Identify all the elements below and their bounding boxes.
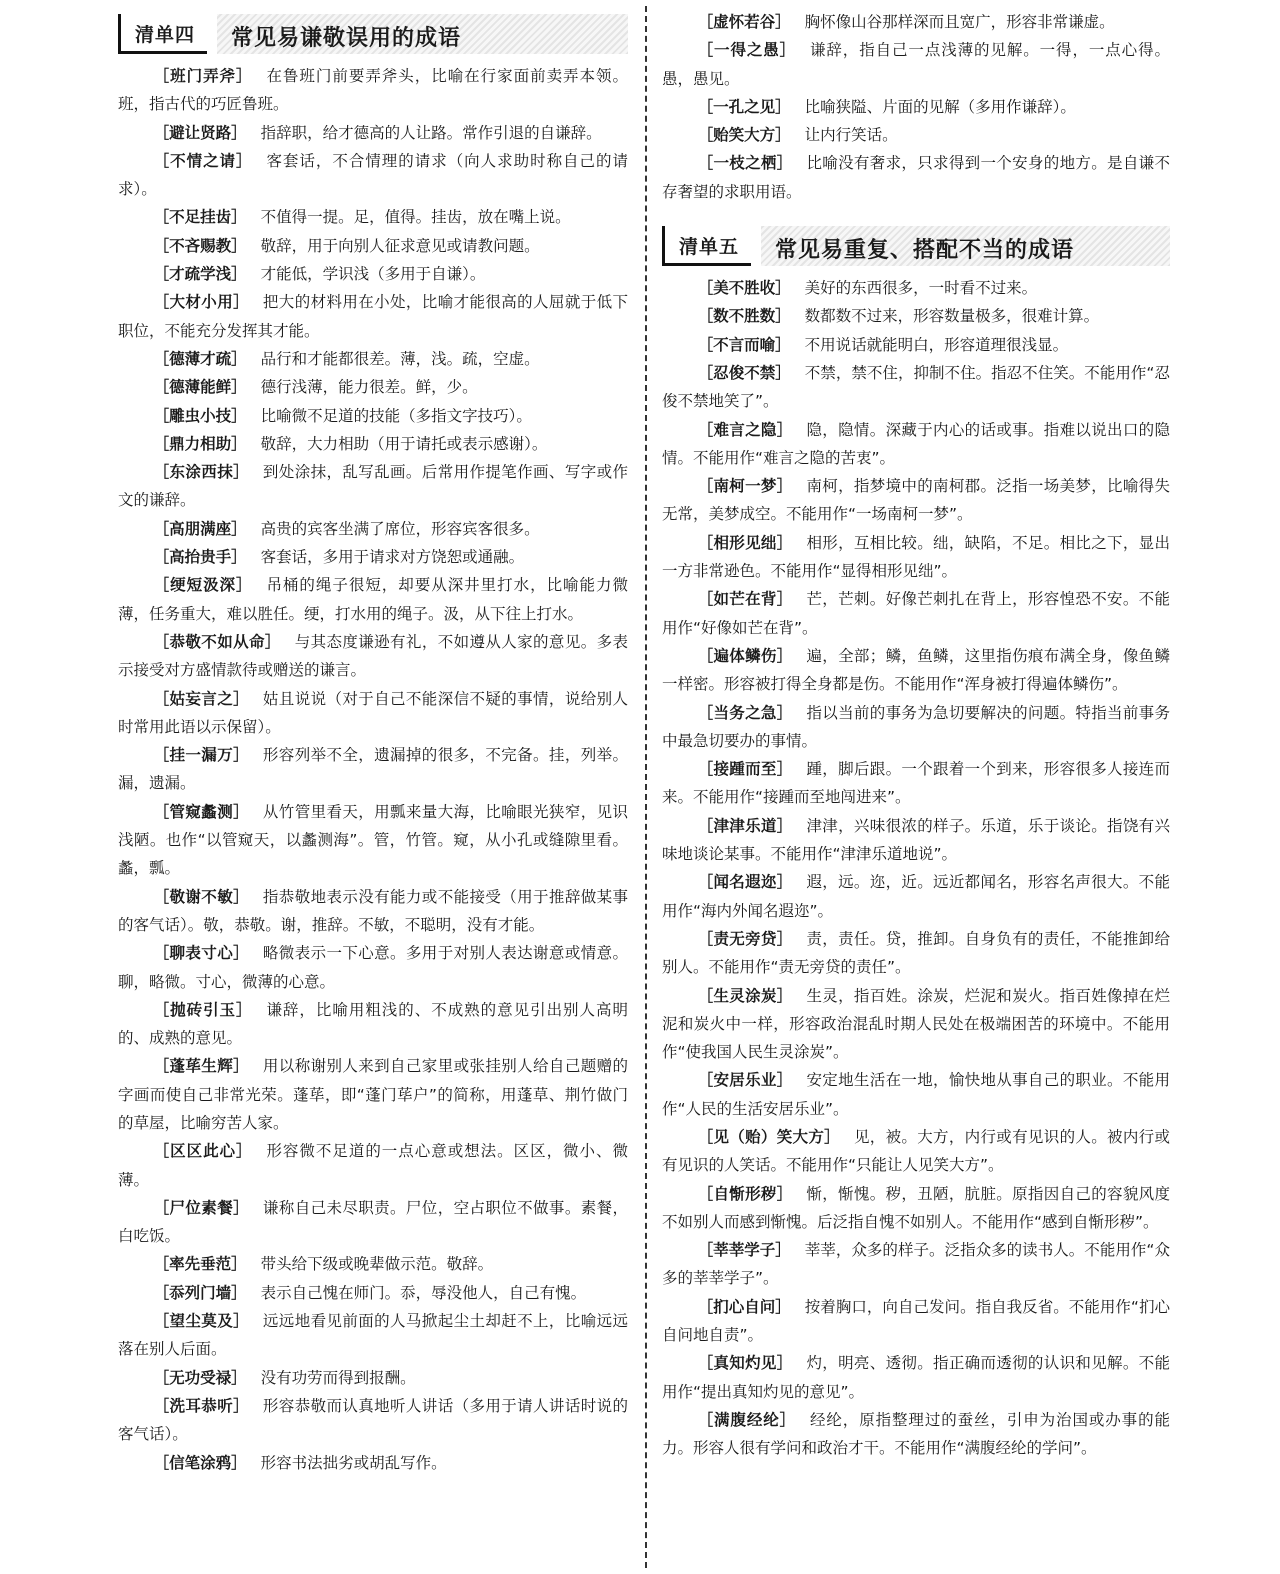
- idiom-definition: 形容书法拙劣或胡乱写作。: [260, 1453, 447, 1472]
- idiom-term: ［自惭形秽］: [697, 1184, 793, 1203]
- idiom-term: ［东涂西抹］: [153, 463, 249, 482]
- idiom-entry: [662, 529, 1170, 586]
- section5-header: [662, 226, 1170, 266]
- idiom-term: ［忍俊不禁］: [697, 363, 791, 382]
- idiom-entry: [118, 430, 628, 458]
- idiom-term: ［德薄能鲜］: [153, 378, 247, 397]
- idiom-definition: 灼，明亮、透彻。指正确而透彻的认识和见解。不能用作“提出真知灼见的意见”。: [662, 1354, 1170, 1401]
- idiom-definition: 隐，隐情。深藏于内心的话或事。指难以说出口的隐情。不能用作“难言之隐的苦衷”。: [662, 420, 1170, 467]
- idiom-term: ［虚怀若谷］: [697, 13, 791, 31]
- idiom-entry: [662, 472, 1170, 529]
- idiom-definition: 芒，芒刺。好像芒刺扎在背上，形容惶恐不安。不能用作“好像如芒在背”。: [662, 590, 1170, 637]
- idiom-definition: 高贵的宾客坐满了席位，形容宾客很多。: [260, 519, 540, 538]
- idiom-definition: 按着胸口，向自己发问。指自我反省。不能用作“扪心自问地自责”。: [662, 1297, 1170, 1345]
- idiom-entry: [118, 571, 628, 628]
- idiom-entry: [118, 628, 628, 685]
- idiom-term: ［蓬荜生辉］: [153, 1057, 249, 1076]
- idiom-definition: 形容列举不全，遗漏掉的很多，不完备。挂，列举。漏，遗漏。: [118, 746, 628, 793]
- idiom-term: ［姑妄言之］: [153, 689, 249, 708]
- idiom-term: ［安居乐业］: [697, 1071, 793, 1090]
- idiom-entry: [118, 402, 628, 430]
- idiom-entry: [662, 93, 1170, 121]
- idiom-entry: [662, 416, 1170, 473]
- idiom-entry: [118, 1449, 628, 1477]
- idiom-term: ［见（贻）笑大方］: [697, 1127, 840, 1146]
- section4-list: [118, 62, 628, 1477]
- idiom-entry: [118, 119, 628, 147]
- idiom-definition: 让内行笑话。: [804, 126, 898, 145]
- idiom-definition: 不用说话就能明白，形容道理很浅显。: [804, 335, 1069, 354]
- idiom-entry: [662, 868, 1170, 925]
- idiom-definition: 才能低，学识浅（多用于自谦）。: [260, 265, 486, 284]
- idiom-entry: [118, 147, 628, 204]
- idiom-definition: 与其态度谦逊有礼，不如遵从人家的意见。多表示接受对方盛情款待或赠送的谦言。: [118, 632, 628, 680]
- idiom-definition: 客套话，多用于请求对方饶恕或通融。: [260, 548, 525, 567]
- idiom-term: ［无功受禄］: [153, 1368, 247, 1387]
- idiom-definition: 指辞职，给才德高的人让路。常作引退的自谦辞。: [260, 123, 602, 142]
- idiom-entry: [662, 274, 1170, 302]
- idiom-term: ［管窥蠡测］: [153, 802, 249, 821]
- idiom-entry: [662, 925, 1170, 982]
- idiom-definition: 远远地看见前面的人马掀起尘土却赶不上，比喻远远落在别人后面。: [118, 1312, 628, 1359]
- idiom-definition: 胸怀像山谷那样深而且宽广，形容非常谦虚。: [804, 13, 1115, 31]
- idiom-term: ［一得之愚］: [697, 41, 797, 60]
- idiom-entry: [662, 812, 1170, 869]
- idiom-definition: 遍，全部；鳞，鱼鳞，这里指伤痕布满全身，像鱼鳞一样密。形容被打得全身都是伤。不能用作“浑身被打得遍体鳞伤”。: [662, 646, 1170, 694]
- idiom-term: ［不吝赐教］: [153, 236, 247, 255]
- idiom-definition: 表示自己愧在师门。忝，辱没他人，自己有愧。: [260, 1283, 587, 1302]
- idiom-term: ［雕虫小技］: [153, 406, 247, 425]
- section5-title: 常见易重复、搭配不当的成语: [761, 226, 1170, 266]
- idiom-term: ［班门弄斧］: [153, 67, 253, 85]
- idiom-entry: [662, 1180, 1170, 1237]
- idiom-term: ［才疏学浅］: [153, 265, 247, 284]
- idiom-entry: [118, 288, 628, 345]
- idiom-definition: 形容恭敬而认真地听人讲话（多用于请人讲话时说的客气话）。: [118, 1396, 628, 1444]
- idiom-term: ［绠短汲深］: [153, 576, 253, 595]
- idiom-term: ［率先垂范］: [153, 1255, 247, 1274]
- idiom-definition: 莘莘，众多的样子。泛指众多的读书人。不能用作“众多的莘莘学子”。: [662, 1241, 1170, 1288]
- right-column: [662, 8, 1170, 1463]
- idiom-entry: [662, 302, 1170, 330]
- idiom-term: ［责无旁贷］: [697, 929, 793, 948]
- idiom-definition: 从竹管里看天，用瓢来量大海，比喻眼光狭窄，见识浅陋。也作“以管窥天，以蠡测海”。管，竹管。窥，从小孔或缝隙里看。蠡，瓢。: [118, 802, 628, 878]
- idiom-term: ［难言之隐］: [697, 420, 793, 439]
- idiom-definition: 惭，惭愧。秽，丑陋，肮脏。原指因自己的容貌风度不如别人而感到惭愧。后泛指自愧不如别人。不能用作“感到自惭形秽”。: [662, 1184, 1170, 1231]
- idiom-definition: 美好的东西很多，一时看不过来。: [804, 279, 1038, 298]
- idiom-term: ［津津乐道］: [697, 816, 793, 835]
- idiom-entry: [662, 642, 1170, 699]
- idiom-entry: [662, 121, 1170, 149]
- idiom-entry: [118, 543, 628, 571]
- idiom-term: ［望尘莫及］: [153, 1312, 249, 1331]
- idiom-term: ［不足挂齿］: [153, 208, 247, 227]
- idiom-definition: 带头给下级或晚辈做示范。敬辞。: [260, 1255, 494, 1274]
- idiom-entry: [118, 1364, 628, 1392]
- idiom-definition: 在鲁班门前要弄斧头，比喻在行家面前卖弄本领。班，指古代的巧匠鲁班。: [118, 67, 628, 114]
- idiom-entry: [118, 62, 628, 119]
- idiom-term: ［聊表寸心］: [153, 944, 249, 963]
- idiom-definition: 不值得一提。足，值得。挂齿，放在嘴上说。: [260, 208, 571, 227]
- idiom-definition: 略微表示一下心意。多用于对别人表达谢意或情意。聊，略微。寸心，微薄的心意。: [118, 944, 628, 991]
- idiom-entry: [662, 36, 1170, 93]
- idiom-entry: [118, 1307, 628, 1364]
- idiom-entry: [662, 1123, 1170, 1180]
- idiom-definition: 谦辞，指自己一点浅薄的见解。一得，一点心得。愚，愚见。: [662, 41, 1170, 88]
- idiom-entry: [118, 883, 628, 940]
- idiom-definition: 数都数不过来，形容数量极多，很难计算。: [804, 307, 1100, 326]
- idiom-definition: 敬辞，大力相助（用于请托或表示感谢）。: [260, 434, 548, 453]
- idiom-definition: 品行和才能都很差。薄，浅。疏，空虚。: [260, 349, 540, 368]
- idiom-term: ［敬谢不敏］: [153, 887, 249, 906]
- idiom-entry: [662, 1066, 1170, 1123]
- idiom-term: ［尸位素餐］: [153, 1198, 249, 1217]
- idiom-term: ［美不胜收］: [697, 279, 791, 298]
- idiom-term: ［鼎力相助］: [153, 434, 247, 453]
- idiom-term: ［生灵涂炭］: [697, 986, 793, 1005]
- idiom-definition: 客套话，不合情理的请求（向人求助时称自己的请求）。: [118, 151, 628, 199]
- idiom-term: ［不情之请］: [153, 151, 253, 170]
- idiom-entry: [662, 699, 1170, 756]
- idiom-term: ［如芒在背］: [697, 590, 793, 609]
- section4-list-continued: [662, 8, 1170, 206]
- idiom-definition: 敬辞，用于向别人征求意见或请教问题。: [260, 236, 540, 255]
- idiom-term: ［闻名遐迩］: [697, 873, 793, 892]
- idiom-definition: 德行浅薄，能力很差。鲜，少。: [260, 378, 478, 397]
- idiom-entry: [118, 1392, 628, 1449]
- idiom-term: ［真知灼见］: [697, 1354, 793, 1373]
- section4-header: [118, 14, 628, 54]
- idiom-entry: [662, 755, 1170, 812]
- idiom-entry: [118, 203, 628, 231]
- idiom-entry: [662, 8, 1170, 36]
- idiom-term: ［南柯一梦］: [697, 477, 793, 496]
- idiom-term: ［大材小用］: [153, 293, 249, 312]
- idiom-definition: 安定地生活在一地，愉快地从事自己的职业。不能用作“人民的生活安居乐业”。: [662, 1071, 1170, 1118]
- idiom-term: ［避让贤路］: [153, 123, 247, 142]
- idiom-definition: 生灵，指百姓。涂炭，烂泥和炭火。指百姓像掉在烂泥和炭火中一样，形容政治混乱时期人民处在极端困苦的环境中。不能用作“使我国人民生灵涂炭”。: [662, 986, 1170, 1062]
- idiom-term: ［当务之急］: [697, 703, 793, 722]
- idiom-term: ［恭敬不如从命］: [153, 632, 281, 651]
- idiom-entry: [118, 515, 628, 543]
- idiom-term: ［高抬贵手］: [153, 548, 247, 567]
- idiom-term: ［数不胜数］: [697, 307, 791, 326]
- idiom-definition: 指恭敬地表示没有能力或不能接受（用于推辞做某事的客气话）。敬，恭敬。谢，推辞。不敏，不聪明，没有才能。: [118, 887, 628, 934]
- idiom-definition: 谦称自己未尽职责。尸位，空占职位不做事。素餐，白吃饭。: [118, 1198, 628, 1246]
- column-divider: [645, 6, 647, 1568]
- idiom-term: ［莘莘学子］: [697, 1241, 791, 1260]
- idiom-entry: [118, 1194, 628, 1251]
- idiom-entry: [662, 1349, 1170, 1406]
- idiom-definition: 南柯，指梦境中的南柯郡。泛指一场美梦，比喻得失无常，美梦成空。不能用作“一场南柯一梦”。: [662, 477, 1170, 524]
- idiom-entry: [662, 331, 1170, 359]
- idiom-definition: 比喻狭隘、片面的见解（多用作谦辞）。: [804, 97, 1076, 116]
- idiom-entry: [118, 458, 628, 515]
- idiom-entry: [662, 149, 1170, 206]
- idiom-term: ［贻笑大方］: [697, 126, 791, 145]
- idiom-definition: 到处涂抹，乱写乱画。后常用作提笔作画、写字或作文的谦辞。: [118, 463, 628, 510]
- idiom-entry: [662, 1293, 1170, 1350]
- idiom-definition: 把大的材料用在小处，比喻才能很高的人屈就于低下职位，不能充分发挥其才能。: [118, 293, 628, 340]
- idiom-definition: 用以称谢别人来到自己家里或张挂别人给自己题赠的字画而使自己非常光荣。蓬荜，即“蓬门荜户”的简称，用蓬草、荆竹做门的草屋，比喻穷苦人家。: [118, 1057, 628, 1132]
- idiom-definition: 津津，兴味很浓的样子。乐道，乐于谈论。指饶有兴味地谈论某事。不能用作“津津乐道地说”。: [662, 816, 1170, 864]
- idiom-term: ［相形见绌］: [697, 533, 793, 552]
- idiom-term: ［一枝之栖］: [697, 154, 793, 173]
- idiom-definition: 相形，互相比较。绌，缺陷，不足。相比之下，显出一方非常逊色。不能用作“显得相形见绌”。: [662, 533, 1170, 581]
- idiom-term: ［一孔之见］: [697, 97, 791, 116]
- idiom-entry: [118, 939, 628, 996]
- idiom-term: ［接踵而至］: [697, 760, 793, 779]
- idiom-definition: 遐，远。迩，近。远近都闻名，形容名声很大。不能用作“海内外闻名遐迩”。: [662, 873, 1170, 920]
- idiom-term: ［扪心自问］: [697, 1297, 791, 1316]
- idiom-term: ［满腹经纶］: [697, 1410, 797, 1429]
- idiom-definition: 吊桶的绳子很短，却要从深井里打水，比喻能力微薄，任务重大，难以胜任。绠，打水用的绳子。汲，从下往上打水。: [118, 576, 628, 623]
- idiom-definition: 不禁，禁不住，抑制不住。指忍不住笑。不能用作“忍俊不禁地笑了”。: [662, 363, 1170, 411]
- idiom-entry: [118, 260, 628, 288]
- idiom-term: ［抛砖引玉］: [153, 1000, 253, 1019]
- idiom-term: ［挂一漏万］: [153, 746, 249, 765]
- idiom-definition: 谦辞，比喻用粗浅的、不成熟的意见引出别人高明的、成熟的意见。: [118, 1000, 628, 1048]
- idiom-definition: 责，责任。贷，推卸。自身负有的责任，不能推卸给别人。不能用作“责无旁贷的责任”。: [662, 929, 1170, 977]
- section4-title: 常见易谦敬误用的成语: [217, 14, 628, 54]
- idiom-definition: 踵，脚后跟。一个跟着一个到来，形容很多人接连而来。不能用作“接踵而至地闯进来”。: [662, 760, 1170, 807]
- idiom-definition: 没有功劳而得到报酬。: [260, 1368, 416, 1387]
- idiom-entry: [662, 982, 1170, 1067]
- idiom-definition: 形容微不足道的一点心意或想法。区区，微小、微薄。: [118, 1142, 628, 1189]
- idiom-entry: [118, 798, 628, 883]
- idiom-entry: [118, 1250, 628, 1278]
- idiom-term: ［忝列门墙］: [153, 1283, 247, 1302]
- idiom-term: ［遍体鳞伤］: [697, 646, 793, 665]
- section4-tag: 清单四: [118, 14, 207, 54]
- idiom-term: ［区区此心］: [153, 1142, 253, 1161]
- idiom-entry: [118, 996, 628, 1053]
- left-column: [118, 8, 628, 1477]
- idiom-definition: 比喻微不足道的技能（多指文字技巧）。: [260, 406, 532, 425]
- idiom-term: ［不言而喻］: [697, 335, 791, 354]
- idiom-entry: [118, 741, 628, 798]
- idiom-entry: [118, 373, 628, 401]
- idiom-entry: [118, 1279, 628, 1307]
- idiom-definition: 见，被。大方，内行或有见识的人。被内行或有见识的人笑话。不能用作“只能让人见笑大方”。: [662, 1127, 1170, 1175]
- idiom-entry: [118, 1137, 628, 1194]
- idiom-term: ［信笔涂鸦］: [153, 1453, 247, 1472]
- section5-list: [662, 274, 1170, 1462]
- idiom-term: ［德薄才疏］: [153, 349, 247, 368]
- idiom-entry: [662, 1236, 1170, 1293]
- idiom-entry: [118, 232, 628, 260]
- idiom-definition: 比喻没有奢求，只求得到一个安身的地方。是自谦不存奢望的求职用语。: [662, 154, 1170, 201]
- idiom-definition: 指以当前的事务为急切要解决的问题。特指当前事务中最急切要办的事情。: [662, 703, 1170, 750]
- idiom-entry: [118, 685, 628, 742]
- idiom-term: ［高朋满座］: [153, 519, 247, 538]
- idiom-entry: [662, 1406, 1170, 1463]
- idiom-entry: [118, 345, 628, 373]
- section5-tag: 清单五: [662, 226, 751, 266]
- idiom-entry: [118, 1052, 628, 1137]
- idiom-entry: [662, 585, 1170, 642]
- idiom-term: ［洗耳恭听］: [153, 1396, 249, 1415]
- idiom-entry: [662, 359, 1170, 416]
- idiom-definition: 姑且说说（对于自己不能深信不疑的事情，说给别人时常用此语以示保留）。: [118, 689, 628, 736]
- idiom-definition: 经纶，原指整理过的蚕丝，引申为治国或办事的能力。形容人很有学问和政治才干。不能用作“满腹经纶的学问”。: [662, 1410, 1170, 1458]
